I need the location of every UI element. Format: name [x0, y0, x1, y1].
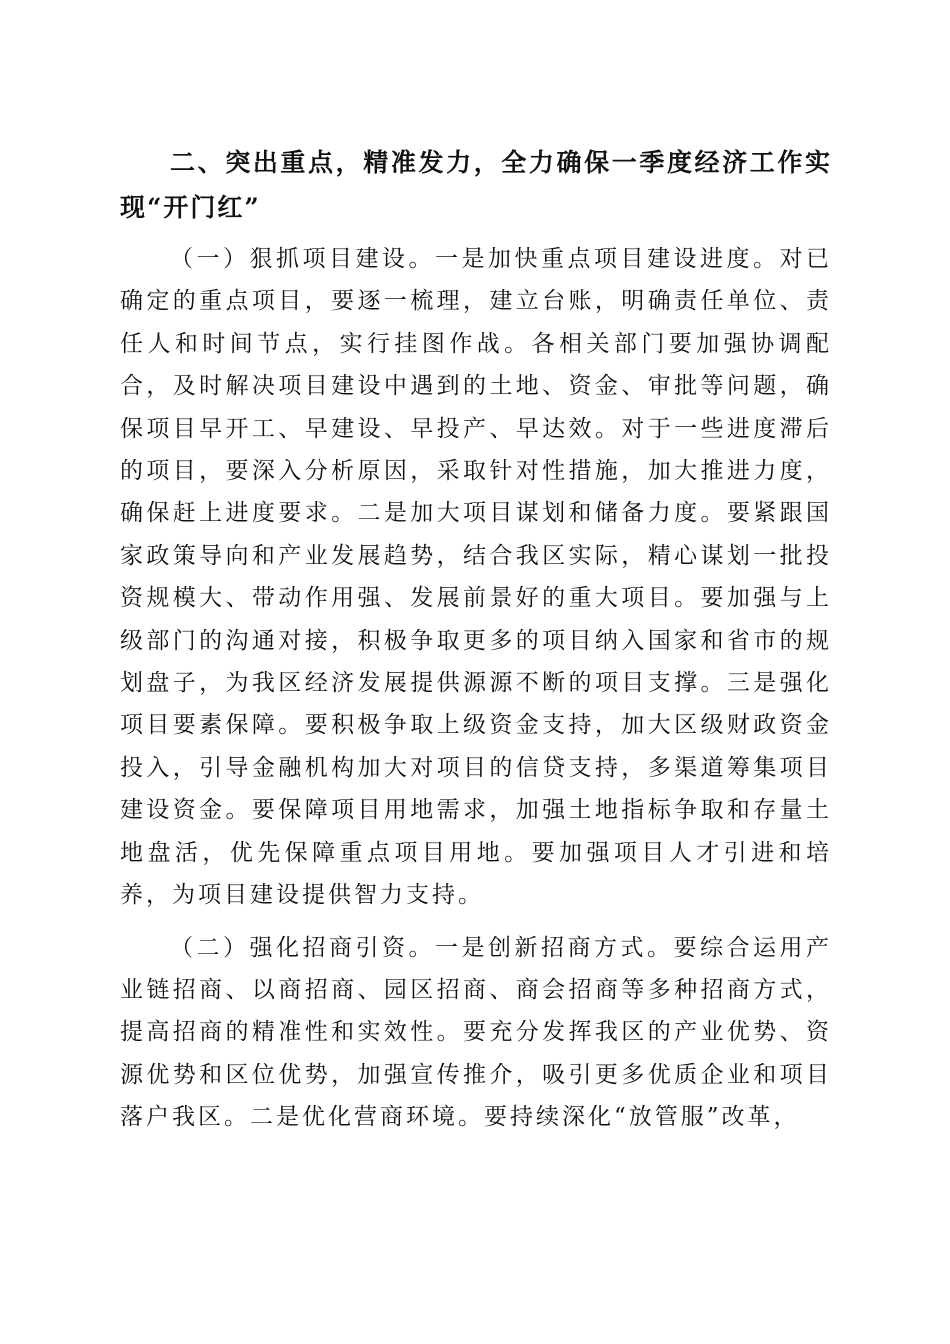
section-heading: 二、突出重点，精准发力，全力确保一季度经济工作实现“开门红” [120, 148, 832, 222]
document-body [120, 140, 832, 1139]
paragraph-project-construction: （一）狠抓项目建设。一是加快重点项目建设进度。对已确定的重点项目，要逐一梳理，建立台账，明确责任单位、责任人和时间节点，实行挂图作战。各相关部门要加强协调配合，及时解决项目建设中遇到的土地、资金、审批等问题，确保项目早开工、早建设、早投产、早达效。对于一些进度滞后的项目，要深入分析原因，采取针对性措施，加大推进力度，确保赶上进度要求。二是加大项目谋划和储备力度。要紧跟国家政策导向和产业发展趋势，结合我区实际，精心谋划一批投资规模大、带动作用强、发展前景好的重大项目。要加强与上级部门的沟通对接，积极争取更多的项目纳入国家和省市的规划盘子，为我区经济发展提供源源不断的项目支撑。三是强化项目要素保障。要积极争取上级资金支持，加大区级财政资金投入，引导金融机构加大对项目的信贷支持，多渠道筹集项目建设资金。要保障项目用地需求，加强土地指标争取和存量土地盘活，优先保障重点项目用地。要加强项目人才引进和培养，为项目建设提供智力支持。 [120, 246, 832, 909]
paragraph-investment-promotion: （二）强化招商引资。一是创新招商方式。要综合运用产业链招商、以商招商、园区招商、商会招商等多种招商方式，提高招商的精准性和实效性。要充分发挥我区的产业优势、资源优势和区位优势，加强宣传推介，吸引更多优质企业和项目落户我区。二是优化营商环境。要持续深化“放管服”改革， [120, 934, 832, 1131]
